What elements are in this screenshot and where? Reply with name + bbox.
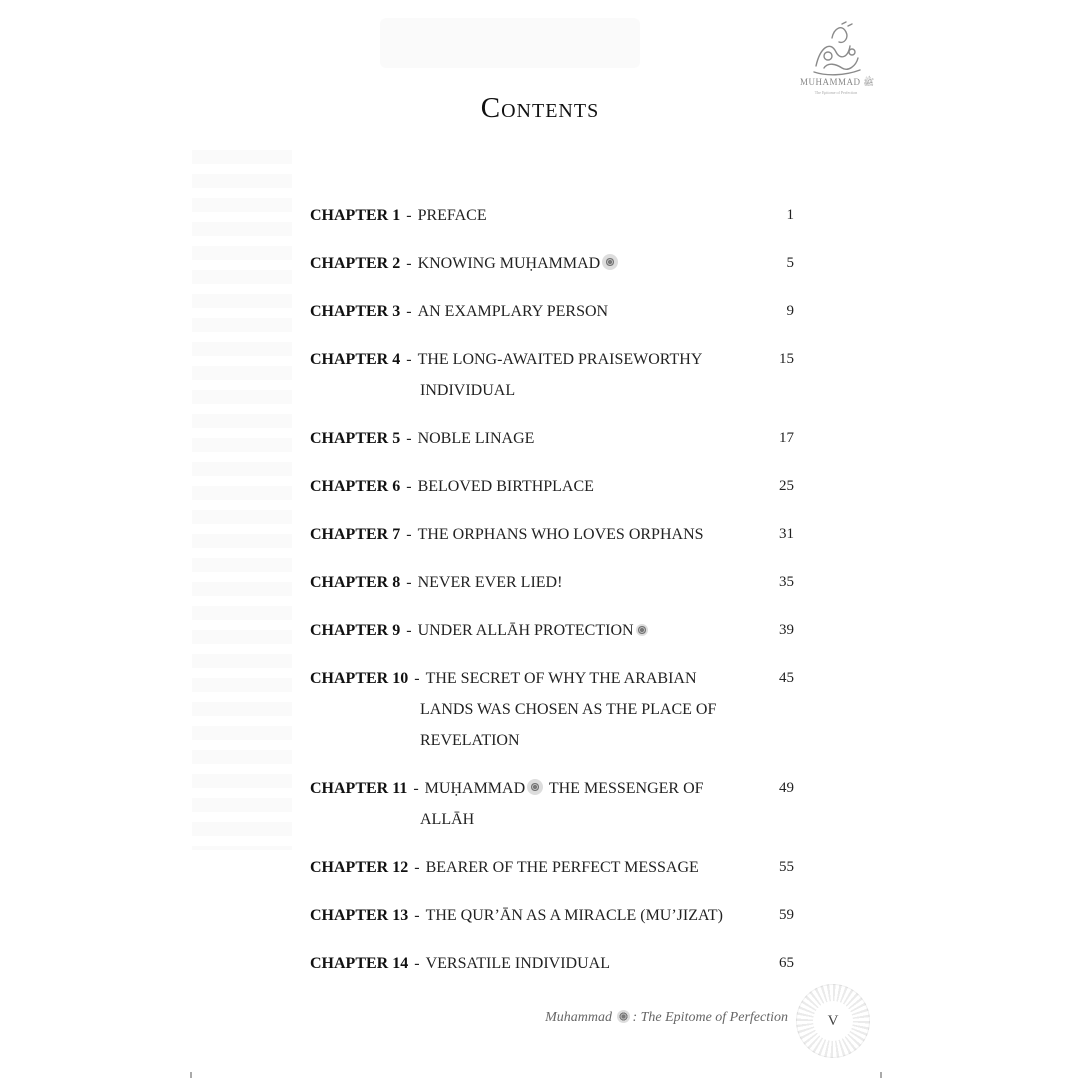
chapter-label: CHAPTER 10 — [310, 670, 409, 687]
page-number: 5 — [786, 255, 794, 271]
page-title: Contents — [480, 92, 600, 124]
running-footer — [470, 1010, 788, 1026]
chapter-title: KNOWING MUḤAMMAD — [417, 255, 601, 272]
toc-entry-13[interactable]: CHAPTER 13 - THE QUR’ĀN AS A MIRACLE (MU’JIZAT) 59 — [310, 900, 794, 931]
chapter-title: MUḤAMMAD — [424, 780, 526, 797]
crop-mark — [190, 1072, 192, 1078]
chapter-label: CHAPTER 8 — [310, 574, 401, 591]
toc-entry-2[interactable]: CHAPTER 2 - KNOWING MUḤAMMAD 5 — [310, 248, 794, 279]
toc-entry-4[interactable]: CHAPTER 4 - THE LONG-AWAITED PRAISEWORTHY INDIVIDUAL 15 — [310, 344, 794, 406]
chapter-label: CHAPTER 6 — [310, 478, 401, 495]
page-number: 55 — [779, 859, 794, 875]
chapter-label: CHAPTER 9 — [310, 622, 401, 639]
toc-entry-12[interactable]: CHAPTER 12 - BEARER OF THE PERFECT MESSAGE 55 — [310, 852, 794, 883]
footer-book-title: Muhammad — [545, 1010, 612, 1025]
toc-entry-8[interactable]: CHAPTER 8 - NEVER EVER LIED! 35 — [310, 567, 794, 598]
chapter-title: BELOVED BIRTHPLACE — [417, 478, 594, 495]
page-number: 9 — [786, 303, 794, 319]
chapter-title: AN EXAMPLARY PERSON — [417, 303, 609, 320]
page-number: 35 — [779, 574, 794, 590]
logo-text: MUHAMMAD ﷺ — [800, 77, 875, 87]
chapter-title: PREFACE — [417, 207, 487, 224]
bleed-through-shadow-top — [380, 18, 640, 68]
salutation-icon — [617, 1010, 630, 1023]
chapter-label: CHAPTER 14 — [310, 955, 409, 972]
salutation-icon — [527, 779, 543, 795]
chapter-label: CHAPTER 3 — [310, 303, 401, 320]
chapter-label: CHAPTER 12 — [310, 859, 409, 876]
chapter-title-continuation: LANDS WAS CHOSEN AS THE PLACE OF — [420, 701, 717, 718]
toc-entry-1[interactable]: CHAPTER 1 - PREFACE 1 — [310, 200, 794, 231]
page-number: 25 — [779, 478, 794, 494]
calligraphy-logo-icon — [806, 18, 866, 78]
page-number: 49 — [779, 780, 794, 796]
chapter-title-continuation: REVELATION — [420, 732, 520, 749]
toc-entry-9[interactable]: CHAPTER 9 - UNDER ALLĀH PROTECTION 39 — [310, 615, 794, 646]
chapter-label: CHAPTER 1 — [310, 207, 401, 224]
book-logo — [800, 18, 875, 95]
logo-subtitle: The Epitome of Perfection — [814, 90, 858, 95]
page-number: 39 — [779, 622, 794, 638]
chapter-title: NOBLE LINAGE — [417, 430, 535, 447]
chapter-title: UNDER ALLĀH PROTECTION — [417, 622, 634, 639]
chapter-title: NEVER EVER LIED! — [417, 574, 563, 591]
chapter-title: THE QUR’ĀN AS A MIRACLE (MU’JIZAT) — [425, 907, 723, 924]
toc-entry-14[interactable]: CHAPTER 14 - VERSATILE INDIVIDUAL 65 — [310, 948, 794, 979]
toc-entry-6[interactable]: CHAPTER 6 - BELOVED BIRTHPLACE 25 — [310, 471, 794, 502]
chapter-title: THE ORPHANS WHO LOVES ORPHANS — [417, 526, 704, 543]
toc-entry-3[interactable]: CHAPTER 3 - AN EXAMPLARY PERSON 9 — [310, 296, 794, 327]
toc-entry-5[interactable]: CHAPTER 5 - NOBLE LINAGE 17 — [310, 423, 794, 454]
chapter-label: CHAPTER 13 — [310, 907, 409, 924]
chapter-label: CHAPTER 7 — [310, 526, 401, 543]
folio: V — [813, 1001, 853, 1041]
chapter-label: CHAPTER 5 — [310, 430, 401, 447]
chapter-title: THE LONG-AWAITED PRAISEWORTHY — [417, 351, 703, 368]
page-number: 59 — [779, 907, 794, 923]
salutation-icon — [636, 624, 648, 636]
chapter-title: THE SECRET OF WHY THE ARABIAN — [425, 670, 697, 687]
page-number: 15 — [779, 351, 794, 367]
page-number: 1 — [786, 207, 794, 223]
page-number: 65 — [779, 955, 794, 971]
page-number-medallion — [796, 984, 870, 1058]
chapter-title: BEARER OF THE PERFECT MESSAGE — [425, 859, 699, 876]
toc-entry-7[interactable]: CHAPTER 7 - THE ORPHANS WHO LOVES ORPHANS 31 — [310, 519, 794, 550]
chapter-label: CHAPTER 4 — [310, 351, 401, 368]
page-number: 17 — [779, 430, 794, 446]
toc-entry-11[interactable]: CHAPTER 11 - MUḤAMMAD THE MESSENGER OF ALLĀH 49 — [310, 773, 794, 835]
chapter-label: CHAPTER 11 — [310, 780, 408, 797]
crop-mark — [880, 1072, 882, 1078]
salutation-icon — [602, 254, 618, 270]
chapter-title-continuation: ALLĀH — [420, 811, 475, 828]
toc-entry-10[interactable]: CHAPTER 10 - THE SECRET OF WHY THE ARABIAN LANDS WAS CHOSEN AS THE PLACE OF REVELATION 45 — [310, 663, 794, 756]
chapter-label: CHAPTER 2 — [310, 255, 401, 272]
chapter-title: VERSATILE INDIVIDUAL — [425, 955, 610, 972]
table-of-contents — [310, 200, 794, 996]
bleed-through-shadow — [192, 150, 292, 850]
chapter-title-continuation: INDIVIDUAL — [420, 382, 516, 399]
chapter-title-rest: THE MESSENGER OF — [545, 780, 704, 797]
page-number: 31 — [779, 526, 794, 542]
footer-book-subtitle: : The Epitome of Perfection — [632, 1010, 788, 1025]
page-number: 45 — [779, 670, 794, 686]
